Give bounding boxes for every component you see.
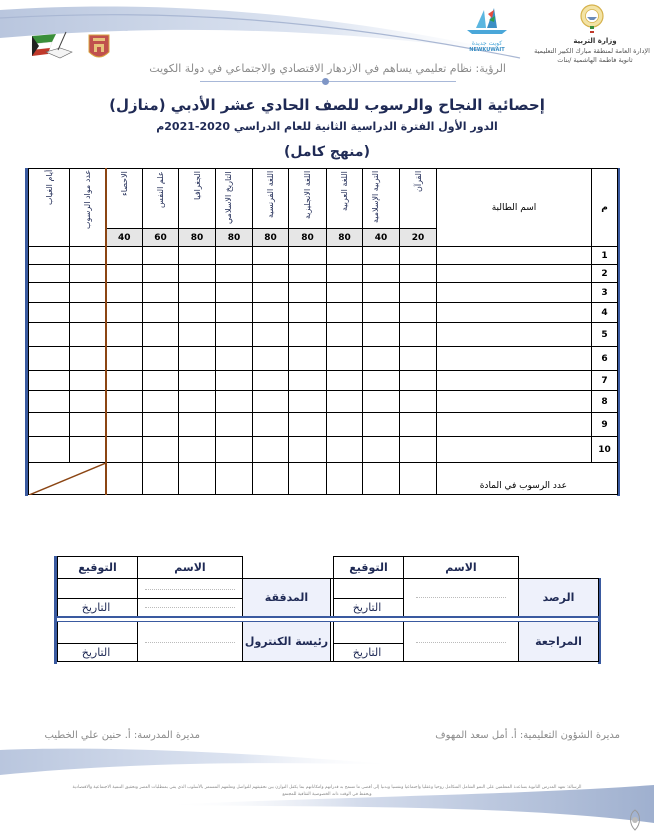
recording-signature-field[interactable] <box>334 579 404 599</box>
school-principal: مديرة المدرسة: أ. حنين علي الخطيب <box>44 730 200 741</box>
ministry-district: الإدارة العامة لمنطقة مبارك الكبير التعليمية <box>534 47 650 55</box>
score-cell-french[interactable] <box>253 265 289 283</box>
row-number-cell: 9 <box>592 413 618 437</box>
header-student-name: اسم الطالبة <box>437 169 592 247</box>
header-subject-statistics: الاحصاء <box>106 169 143 229</box>
score-cell-islamic-history[interactable] <box>216 265 253 283</box>
failed-subjects-count-cell[interactable] <box>70 347 106 371</box>
row-number-cell: 2 <box>592 265 618 283</box>
score-cell-islamic-education[interactable] <box>363 413 400 437</box>
absence-days-cell[interactable] <box>29 371 70 391</box>
failed-subjects-count-cell[interactable] <box>70 437 106 463</box>
header-index: م <box>592 169 618 247</box>
student-name-cell[interactable] <box>437 437 592 463</box>
school-emblem-icon <box>625 808 645 832</box>
score-cell-geography[interactable] <box>179 283 216 303</box>
sig-header-name-left: الاسم <box>138 557 243 579</box>
score-cell-psychology[interactable] <box>143 323 179 347</box>
report-title: إحصائية النجاح والرسوب للصف الحادي عشر الأدبي (منازل) <box>109 96 545 114</box>
score-cell-islamic-education[interactable] <box>363 371 400 391</box>
fail-count-label-text: عدد الرسوب في المادة <box>479 481 567 491</box>
score-cell-psychology[interactable] <box>143 413 179 437</box>
score-cell-statistics[interactable] <box>106 265 143 283</box>
max-score-french: 80 <box>253 229 289 247</box>
table-row <box>29 347 618 371</box>
score-cell-geography[interactable] <box>179 265 216 283</box>
score-cell-english[interactable] <box>289 247 327 265</box>
absence-days-cell[interactable] <box>29 247 70 265</box>
table-row <box>29 391 618 413</box>
score-cell-islamic-history[interactable] <box>216 391 253 413</box>
score-cell-quran[interactable] <box>400 371 437 391</box>
student-name-cell[interactable] <box>437 371 592 391</box>
max-score-quran: 20 <box>400 229 437 247</box>
header-subject-geography: الجغرافيا <box>179 169 216 229</box>
row-number-cell: 1 <box>592 247 618 265</box>
score-cell-arabic[interactable] <box>327 265 363 283</box>
max-score-islamic-history: 80 <box>216 229 253 247</box>
score-cell-islamic-history[interactable] <box>216 283 253 303</box>
score-cell-english[interactable] <box>289 371 327 391</box>
max-score-geography: 80 <box>179 229 216 247</box>
row-number-cell: 4 <box>592 303 618 323</box>
score-cell-english[interactable] <box>289 437 327 463</box>
recording-date-field[interactable]: التاريخ <box>334 599 404 617</box>
score-cell-statistics[interactable] <box>106 413 143 437</box>
mission-statement <box>4 784 650 798</box>
score-cell-arabic[interactable] <box>327 371 363 391</box>
vision-statement: الرؤية: نظام تعليمي يساهم في الازدهار الاقتصادي والاجتماعي في دولة الكويت <box>149 62 506 75</box>
score-cell-geography[interactable] <box>179 347 216 371</box>
score-cell-arabic[interactable] <box>327 391 363 413</box>
auditor-signature-field[interactable] <box>58 579 138 599</box>
row-number-cell: 6 <box>592 347 618 371</box>
row-number-cell: 10 <box>592 437 618 463</box>
score-cell-english[interactable] <box>289 265 327 283</box>
student-name-cell[interactable] <box>437 391 592 413</box>
score-cell-arabic[interactable] <box>327 283 363 303</box>
score-cell-islamic-education[interactable] <box>363 265 400 283</box>
kuwait-flag-book-logo <box>30 30 75 64</box>
auditor-date-field[interactable]: التاريخ <box>58 599 138 617</box>
failed-subjects-count-cell[interactable] <box>70 371 106 391</box>
score-cell-arabic[interactable] <box>327 323 363 347</box>
sig-header-name-right: الاسم <box>404 557 519 579</box>
score-cell-islamic-history[interactable] <box>216 347 253 371</box>
results-table <box>28 168 618 495</box>
score-cell-statistics[interactable] <box>106 323 143 347</box>
score-cell-quran[interactable] <box>400 323 437 347</box>
failed-subjects-count-cell[interactable] <box>70 265 106 283</box>
fail-count-islamic-education[interactable] <box>363 463 400 495</box>
fail-count-french[interactable] <box>253 463 289 495</box>
score-cell-english[interactable] <box>289 283 327 303</box>
score-cell-french[interactable] <box>253 413 289 437</box>
absence-days-cell[interactable] <box>29 283 70 303</box>
absence-days-cell[interactable] <box>29 437 70 463</box>
score-cell-psychology[interactable] <box>143 265 179 283</box>
table-row <box>29 323 618 347</box>
score-cell-islamic-education[interactable] <box>363 303 400 323</box>
score-cell-statistics[interactable] <box>106 391 143 413</box>
score-cell-islamic-education[interactable] <box>363 323 400 347</box>
diagonal-blank-cell <box>29 463 106 495</box>
role-recording: الرصد <box>519 579 599 617</box>
table-row <box>29 283 618 303</box>
score-cell-islamic-education[interactable] <box>363 347 400 371</box>
student-name-cell[interactable] <box>437 413 592 437</box>
max-score-islamic-education: 40 <box>363 229 400 247</box>
score-cell-french[interactable] <box>253 371 289 391</box>
kuwait-emblem-icon <box>579 4 605 34</box>
fail-count-quran[interactable] <box>400 463 437 495</box>
review-date-field[interactable]: التاريخ <box>334 644 404 662</box>
table-row <box>29 247 618 265</box>
student-name-cell[interactable] <box>437 265 592 283</box>
failed-subjects-count-cell[interactable] <box>70 413 106 437</box>
score-cell-quran[interactable] <box>400 303 437 323</box>
score-cell-english[interactable] <box>289 391 327 413</box>
student-name-cell[interactable] <box>437 247 592 265</box>
absence-days-cell[interactable] <box>29 323 70 347</box>
score-cell-geography[interactable] <box>179 391 216 413</box>
score-cell-english[interactable] <box>289 347 327 371</box>
row-number-cell: 3 <box>592 283 618 303</box>
table-row <box>29 371 618 391</box>
student-name-cell[interactable] <box>437 323 592 347</box>
fail-count-arabic[interactable] <box>327 463 363 495</box>
new-kuwait-arabic: كويت جديدة <box>471 40 503 47</box>
score-cell-english[interactable] <box>289 303 327 323</box>
score-cell-quran[interactable] <box>400 283 437 303</box>
score-cell-french[interactable] <box>253 303 289 323</box>
max-score-english: 80 <box>289 229 327 247</box>
mission-line-2: ويحفظ في الوقت ذاته الخصوصية الثقافية للمجتمع <box>282 792 372 797</box>
absence-days-cell[interactable] <box>29 391 70 413</box>
score-cell-french[interactable] <box>253 437 289 463</box>
score-cell-french[interactable] <box>253 323 289 347</box>
score-cell-statistics[interactable] <box>106 437 143 463</box>
score-cell-geography[interactable] <box>179 413 216 437</box>
score-cell-quran[interactable] <box>400 265 437 283</box>
failed-subjects-count-cell[interactable] <box>70 303 106 323</box>
score-cell-arabic[interactable] <box>327 347 363 371</box>
score-cell-islamic-education[interactable] <box>363 247 400 265</box>
header-subject-french: اللغة الفرنسية <box>253 169 289 229</box>
absence-days-cell[interactable] <box>29 413 70 437</box>
score-cell-geography[interactable] <box>179 303 216 323</box>
score-cell-arabic[interactable] <box>327 413 363 437</box>
role-control-head: رئيسة الكنترول <box>243 622 331 662</box>
header-subject-islamic-history: التاريخ الاسلامي <box>216 169 253 229</box>
max-score-statistics: 40 <box>106 229 143 247</box>
ministry-name: وزارة التربية <box>573 37 617 45</box>
school-name: ثانوية فاطمة الهاشمية /بنات <box>557 56 633 64</box>
auditor-name-field-2[interactable] <box>138 599 243 617</box>
score-cell-french[interactable] <box>253 347 289 371</box>
header-subject-arabic: اللغة العربية <box>327 169 363 229</box>
score-cell-quran[interactable] <box>400 391 437 413</box>
control-head-signature-field[interactable] <box>58 622 138 644</box>
score-cell-islamic-history[interactable] <box>216 323 253 347</box>
sig-header-signature-left: التوقيع <box>58 557 138 579</box>
failed-subjects-count-cell[interactable] <box>70 247 106 265</box>
fail-count-islamic-history[interactable] <box>216 463 253 495</box>
score-cell-french[interactable] <box>253 391 289 413</box>
score-cell-quran[interactable] <box>400 413 437 437</box>
header-failed-subjects-count: عدد مواد الرسوب <box>70 169 106 247</box>
microsoft-school-badge-logo <box>88 34 110 62</box>
control-head-date-field[interactable]: التاريخ <box>58 644 138 662</box>
absence-days-cell[interactable] <box>29 303 70 323</box>
score-cell-statistics[interactable] <box>106 303 143 323</box>
vision-divider-dot <box>322 78 329 85</box>
score-cell-english[interactable] <box>289 323 327 347</box>
score-cell-islamic-history[interactable] <box>216 247 253 265</box>
row-number-cell: 8 <box>592 391 618 413</box>
score-cell-quran[interactable] <box>400 347 437 371</box>
curriculum-label: (منهج كامل) <box>284 144 370 160</box>
score-cell-statistics[interactable] <box>106 247 143 265</box>
score-cell-geography[interactable] <box>179 371 216 391</box>
fail-count-label <box>437 463 618 495</box>
score-cell-psychology[interactable] <box>143 371 179 391</box>
max-score-psychology: 60 <box>143 229 179 247</box>
fail-count-statistics[interactable] <box>106 463 143 495</box>
header-subject-psychology: علم النفس <box>143 169 179 229</box>
fail-count-psychology[interactable] <box>143 463 179 495</box>
new-kuwait-logo <box>462 6 512 53</box>
score-cell-islamic-education[interactable] <box>363 283 400 303</box>
score-cell-islamic-education[interactable] <box>363 437 400 463</box>
score-cell-psychology[interactable] <box>143 391 179 413</box>
score-cell-islamic-history[interactable] <box>216 413 253 437</box>
role-review: المراجعة <box>519 622 599 662</box>
new-kuwait-english: NEWKUWAIT <box>469 47 505 53</box>
review-signature-field[interactable] <box>334 622 404 644</box>
absence-days-cell[interactable] <box>29 347 70 371</box>
score-cell-geography[interactable] <box>179 437 216 463</box>
absence-days-cell[interactable] <box>29 265 70 283</box>
table-row <box>29 303 618 323</box>
academic-affairs-head: مديرة الشؤون التعليمية: أ. أمل سعد المهوف <box>435 730 620 741</box>
score-cell-islamic-history[interactable] <box>216 371 253 391</box>
score-cell-psychology[interactable] <box>143 437 179 463</box>
score-cell-statistics[interactable] <box>106 371 143 391</box>
row-number-cell: 5 <box>592 323 618 347</box>
score-cell-geography[interactable] <box>179 247 216 265</box>
score-cell-french[interactable] <box>253 283 289 303</box>
score-cell-statistics[interactable] <box>106 347 143 371</box>
header-absence-days: أيام الغياب <box>29 169 70 247</box>
auditor-name-field[interactable] <box>138 579 243 599</box>
score-cell-french[interactable] <box>253 247 289 265</box>
student-name-cell[interactable] <box>437 283 592 303</box>
max-score-arabic: 80 <box>327 229 363 247</box>
student-name-cell[interactable] <box>437 347 592 371</box>
header-subject-quran: القرآن <box>400 169 437 229</box>
table-row <box>29 265 618 283</box>
fail-count-geography[interactable] <box>179 463 216 495</box>
sig-header-signature-right: التوقيع <box>334 557 404 579</box>
row-number-cell: 7 <box>592 371 618 391</box>
header-subject-english: اللغة الانجليزية <box>289 169 327 229</box>
review-name-field[interactable] <box>404 622 519 662</box>
diagonal-line <box>29 463 106 495</box>
score-cell-arabic[interactable] <box>327 437 363 463</box>
table-row <box>29 413 618 437</box>
header-subject-islamic-education: التربية الإسلامية <box>363 169 400 229</box>
failed-subjects-count-cell[interactable] <box>70 391 106 413</box>
score-cell-islamic-history[interactable] <box>216 437 253 463</box>
recording-name-field[interactable] <box>404 579 519 617</box>
score-cell-arabic[interactable] <box>327 247 363 265</box>
mission-line-1: الرسالة: تعهد المدرس الثانوية بساعدة المتعلمين على النمو الشامل المتكامل روحيا وعقليا واجتماعيا ونفسيا وبدنيا إلى أقصى ما تسمح به قدراتهم وامكاناتهم بما يكفل التوازن بين تحقيقهم للتواصل وتعلمهم المستمر بالأسلوب الذي يفي بمتطلبات العصر وتحقيق التنمية الاجتماعية والاقتصادية <box>72 785 582 790</box>
failed-subjects-count-cell[interactable] <box>70 283 106 303</box>
failed-subjects-count-cell[interactable] <box>70 323 106 347</box>
table-row <box>29 437 618 463</box>
score-cell-psychology[interactable] <box>143 283 179 303</box>
score-cell-psychology[interactable] <box>143 247 179 265</box>
score-cell-quran[interactable] <box>400 247 437 265</box>
score-cell-psychology[interactable] <box>143 303 179 323</box>
role-auditor: المدققة <box>243 579 331 617</box>
control-head-name-field[interactable] <box>138 622 243 662</box>
signatures-table <box>57 556 599 662</box>
score-cell-statistics[interactable] <box>106 283 143 303</box>
score-cell-islamic-history[interactable] <box>216 303 253 323</box>
score-cell-quran[interactable] <box>400 437 437 463</box>
report-subtitle: الدور الأول الفترة الدراسية الثانية للعام الدراسي 2020-2021م <box>156 120 498 133</box>
score-cell-arabic[interactable] <box>327 303 363 323</box>
score-cell-geography[interactable] <box>179 323 216 347</box>
score-cell-islamic-education[interactable] <box>363 391 400 413</box>
score-cell-psychology[interactable] <box>143 347 179 371</box>
fail-count-english[interactable] <box>289 463 327 495</box>
student-name-cell[interactable] <box>437 303 592 323</box>
score-cell-english[interactable] <box>289 413 327 437</box>
